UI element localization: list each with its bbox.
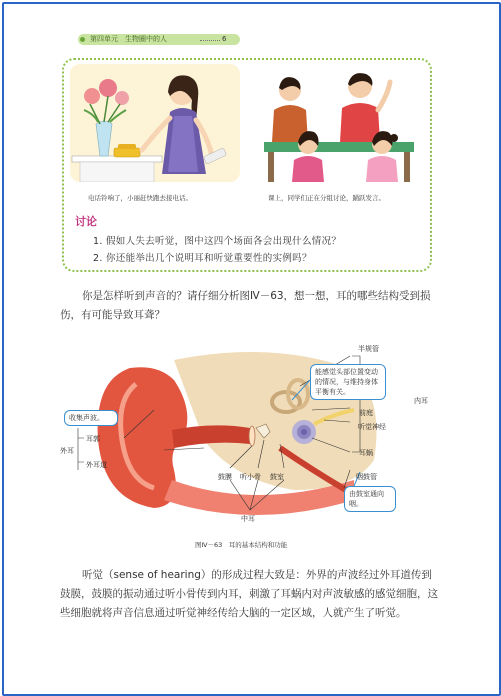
right-scene-caption: 课上，同学们正在分组讨论，踊跃发言。 (268, 194, 385, 202)
label-ossicles: 听小骨 (240, 473, 261, 481)
leader-dots (200, 40, 220, 41)
label-eustachian-tube: 咽鼓管 (356, 473, 377, 481)
label-cochlea: 耳蜗 (359, 449, 373, 457)
callout-tube-path: 由鼓室通向咽。 (344, 486, 396, 512)
bullet-icon (80, 37, 85, 42)
figure-caption: 图Ⅳ－63 耳的基本结构和功能 (195, 541, 288, 549)
unit-title: 第四单元 生物圈中的人 (90, 35, 167, 43)
page-number: 6 (222, 35, 227, 43)
label-auricle: 耳郭 (86, 435, 100, 443)
discussion-question-2: 2. 你还能举出几个说明耳和听觉重要性的实例吗？ (93, 253, 312, 264)
label-outer-ear: 外耳 (60, 447, 74, 455)
intro-paragraph: 你是怎样听到声音的？请仔细分析图Ⅳ－63，想一想，耳的哪些结构受到损伤，有可能导致耳聋？ (60, 290, 431, 321)
callout-balance: 能感觉头部位置变动的情况，与维持身体平衡有关。 (310, 364, 386, 400)
hearing-paragraph: 听觉（sense of hearing）的形成过程大致是：外界的声波经过外耳道传到鼓膜，鼓膜的振动通过听小骨传到内耳，刺激了耳蜗内对声波敏感的感觉细胞，这些细胞就将声音信息通过听觉神经传给大脑的一定区域，人就产生了听觉。 (60, 569, 438, 619)
discussion-question-1: 1. 假如人失去听觉，图中这四个场面各会出现什么情况？ (93, 236, 342, 247)
label-vestibule: 前庭 (359, 409, 373, 417)
label-middle-ear: 中耳 (241, 515, 255, 523)
label-cochlear-nerve: 听觉神经 (358, 423, 386, 431)
label-ear-canal: 外耳道 (86, 461, 107, 469)
label-eardrum: 鼓膜 (218, 473, 232, 481)
label-semicircular-canals: 半规管 (358, 345, 379, 353)
callout-collect-sound: 收集声波。 (64, 410, 118, 426)
classroom-scene-illustration (254, 64, 422, 182)
left-scene-caption: 电话铃响了，小丽赶快跑去接电话。 (88, 194, 192, 202)
phone-scene-illustration (70, 64, 240, 182)
label-inner-ear: 内耳 (414, 397, 428, 405)
discussion-title: 讨论 (75, 215, 97, 228)
label-tympanic: 鼓室 (270, 473, 284, 481)
